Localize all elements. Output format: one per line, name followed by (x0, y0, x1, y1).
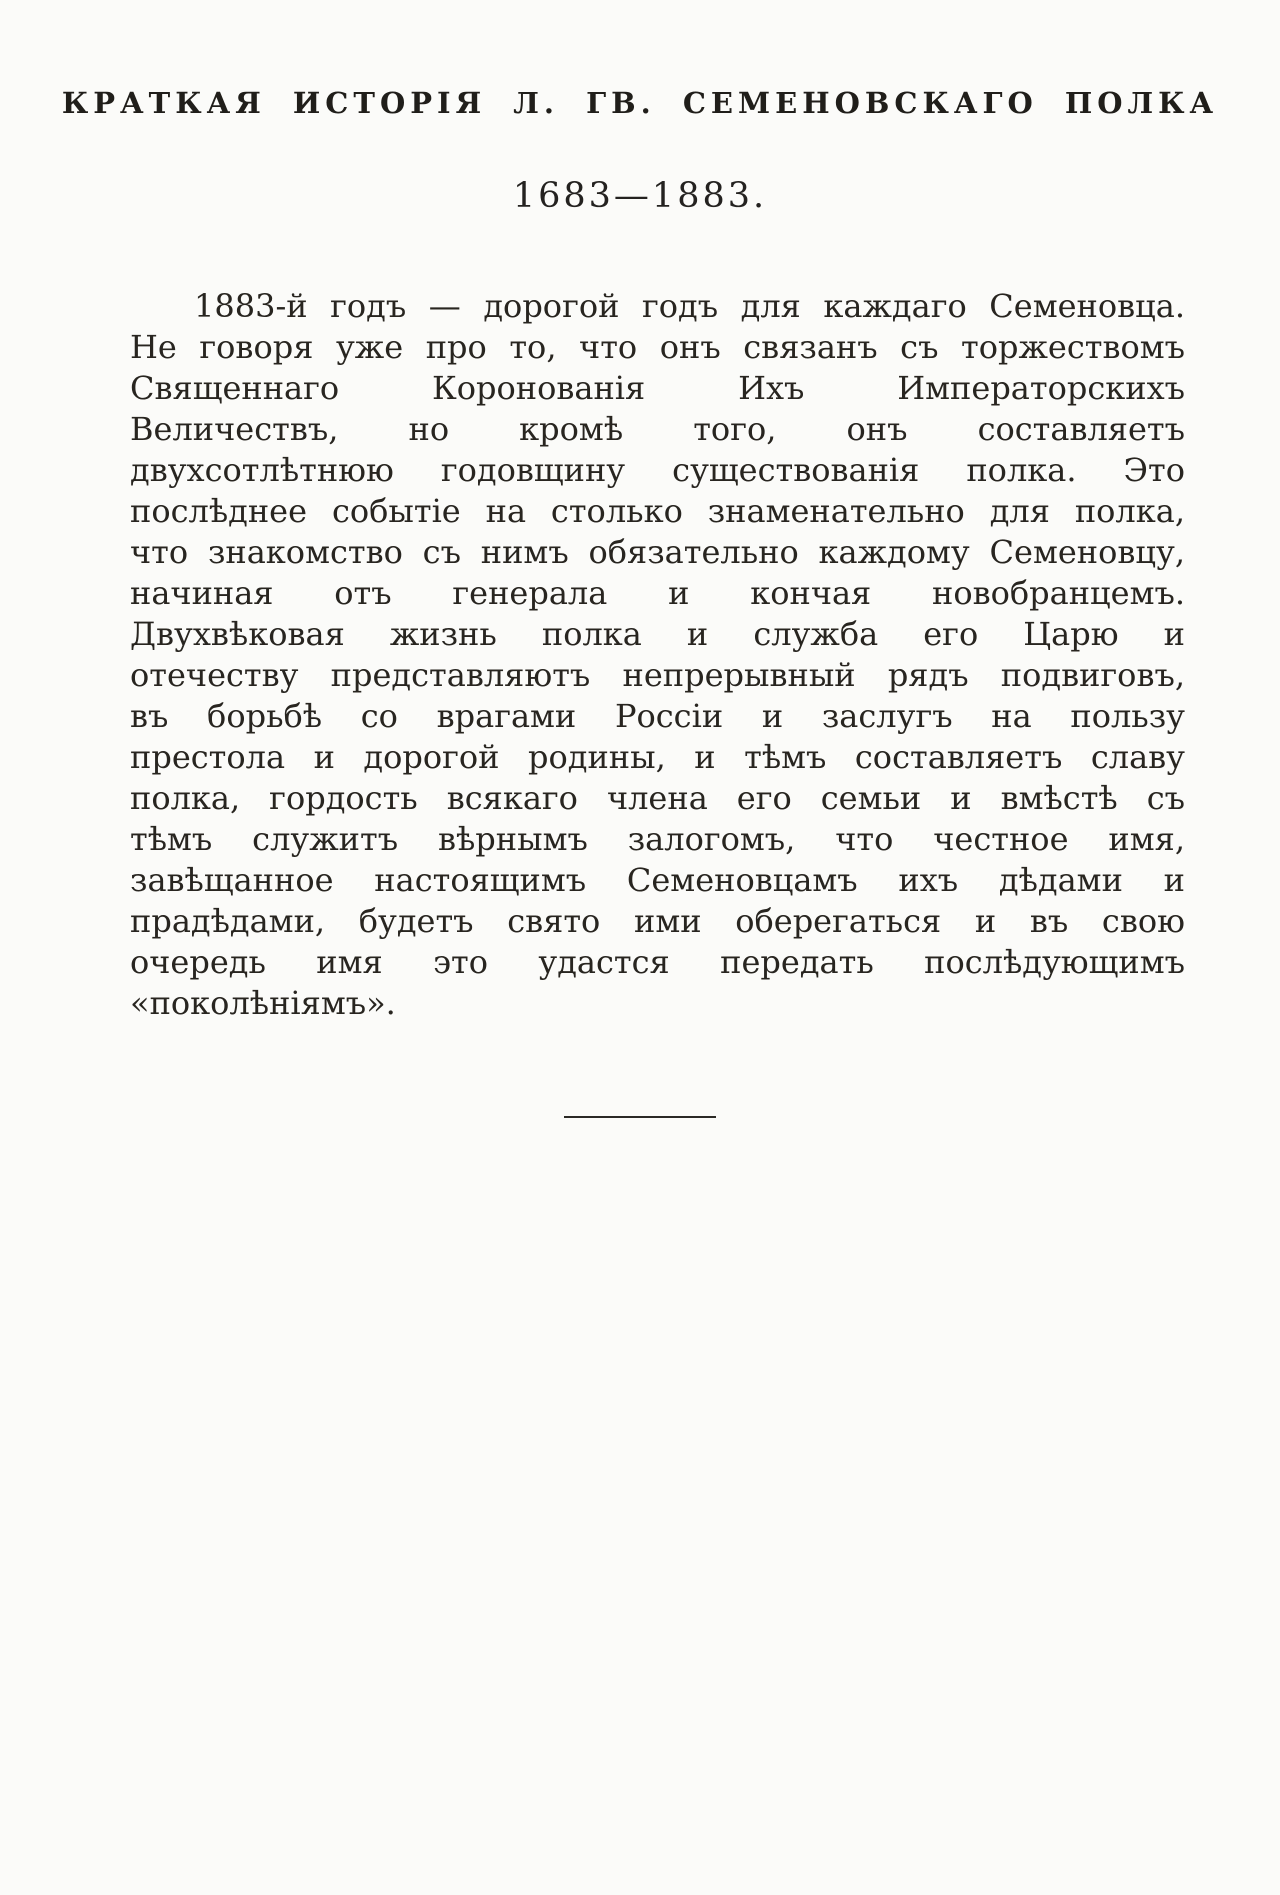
page-subtitle-years: 1683—1883. (512, 176, 768, 216)
section-divider-rule (564, 1116, 716, 1118)
body-paragraph: 1883-й годъ — дорогой годъ для каждаго Семеновца. Не говоря уже про то, что онъ связанъ съ торжествомъ Священнаго Коронованія Ихъ Императорскихъ Величествъ, но кромѣ того, онъ составляетъ двухсотлѣтнюю годовщину существованія полка. Это послѣднее событіе на столько знаменательно для полка, что знакомство съ нимъ обязательно каждому Семеновцу, начиная отъ генерала и кончая новобранцемъ. Двухвѣковая жизнь полка и служба его Царю и отечеству представляютъ непрерывный рядъ подвиговъ, въ борьбѣ со врагами Россіи и заслугъ на пользу престола и дорогой родины, и тѣмъ составляетъ славу полка, гордость всякаго члена его семьи и вмѣстѣ съ тѣмъ служитъ вѣрнымъ залогомъ, что честное имя, завѣщанное настоящимъ Семеновцамъ ихъ дѣдами и прадѣдами, будетъ свято ими оберегаться и въ свою очередь имя это удастся передать послѣдующимъ «поколѣніямъ». (130, 287, 1185, 1022)
page-title: КРАТКАЯ ИСТОРІЯ Л. ГВ. СЕМЕНОВСКАГО ПОЛКА (61, 86, 1219, 120)
